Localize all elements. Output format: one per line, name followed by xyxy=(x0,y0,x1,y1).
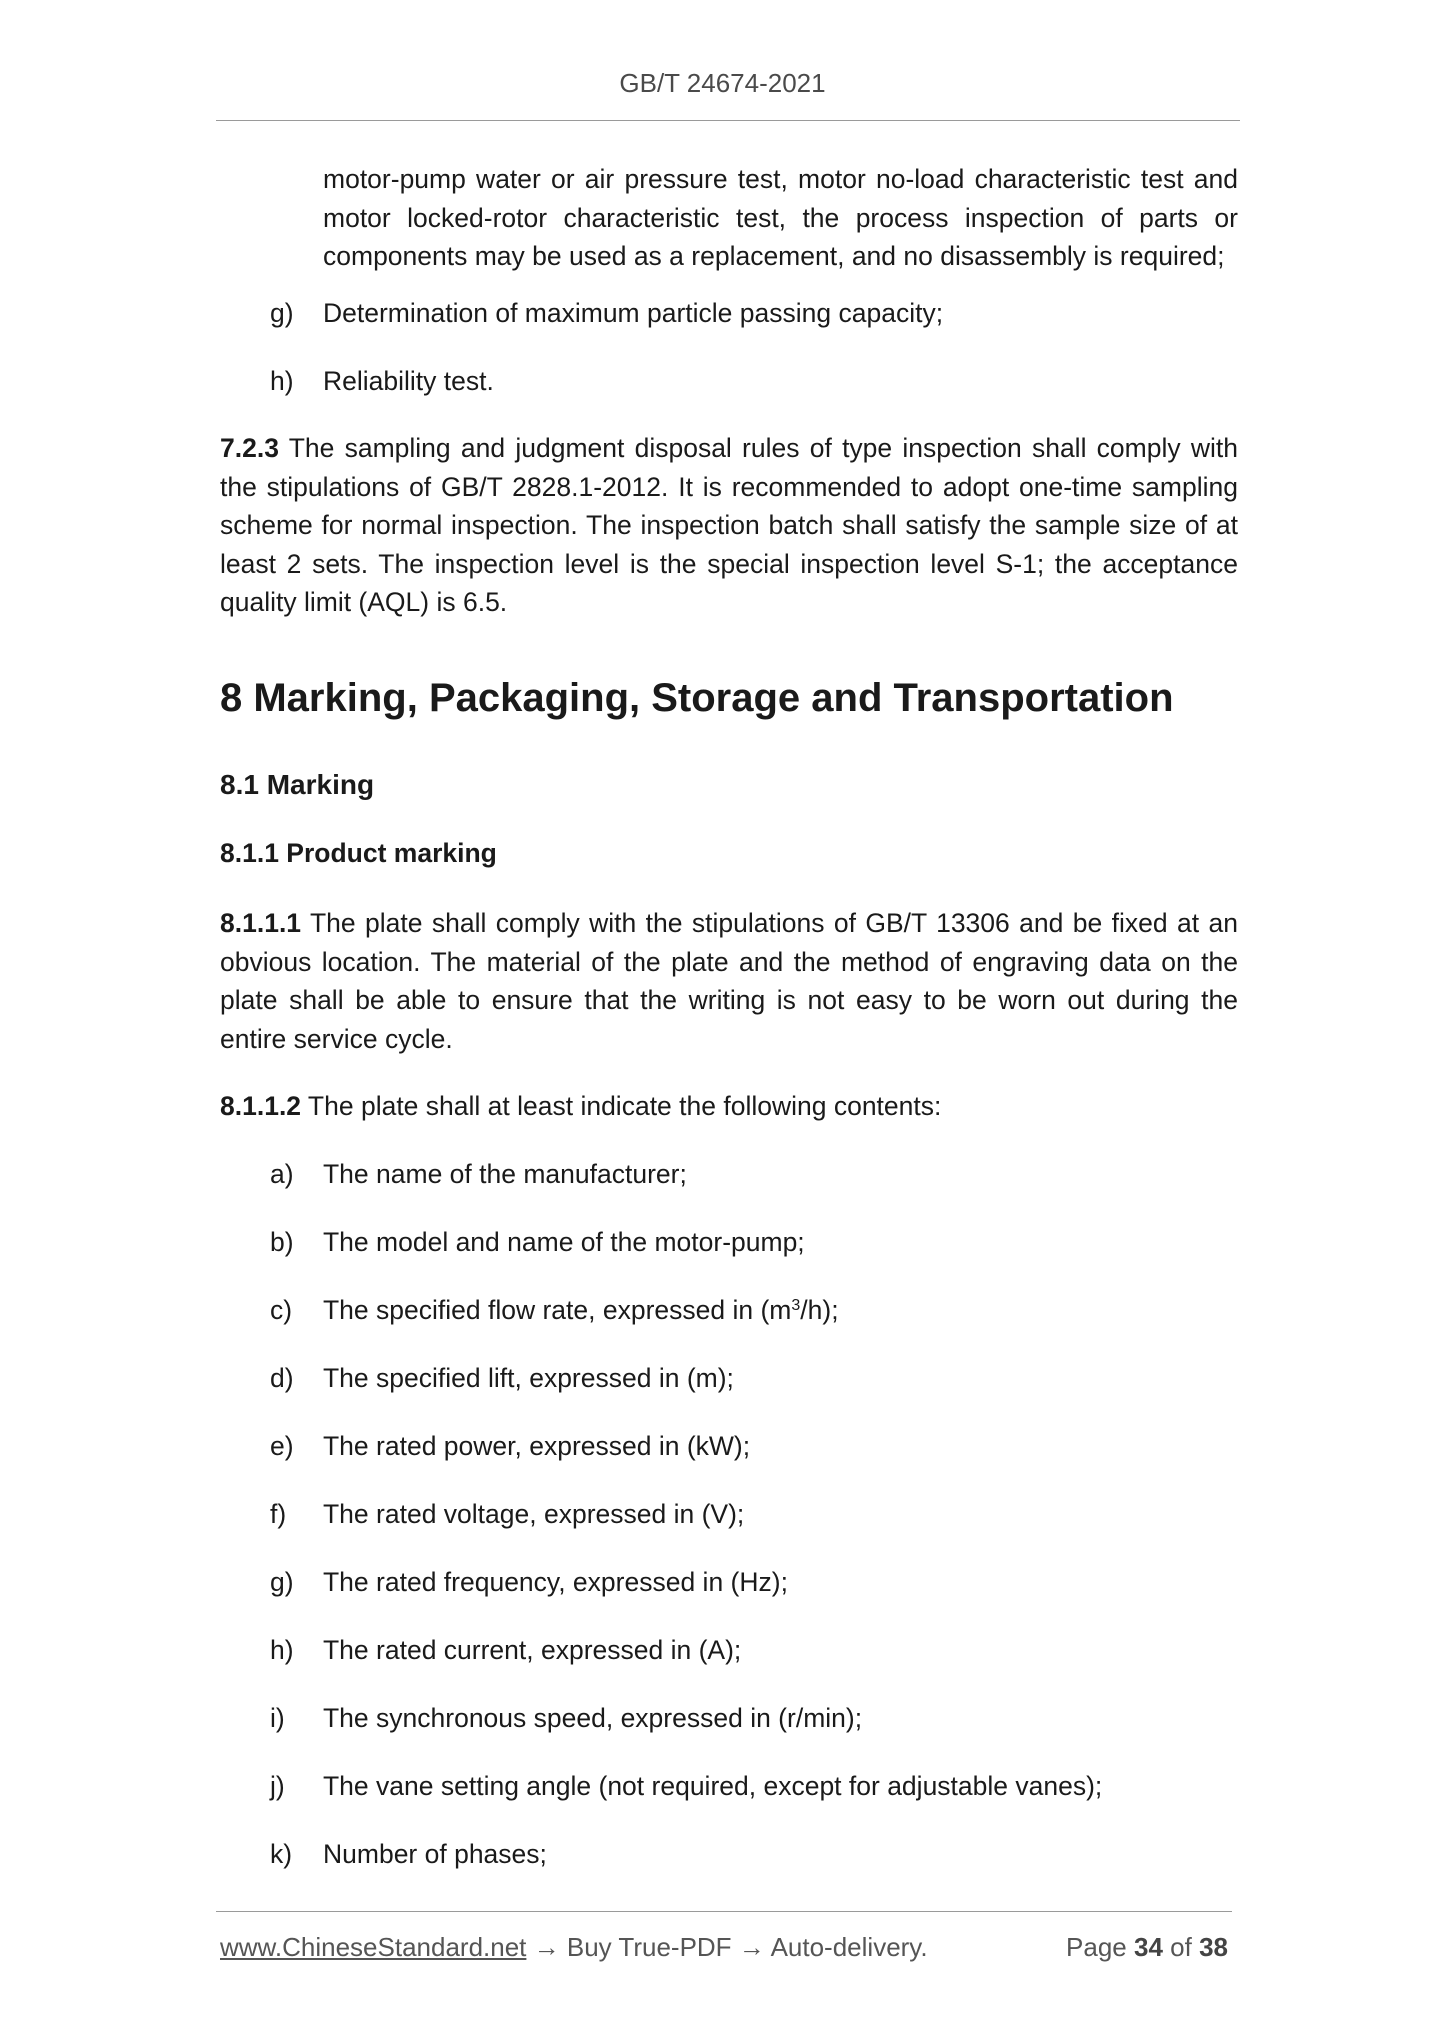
list-item xyxy=(270,1359,1240,1398)
page-total: 38 xyxy=(1199,1932,1228,1962)
list-item-text: The rated current, expressed in (A); xyxy=(323,1635,742,1665)
list-item-text: The specified lift, expressed in (m); xyxy=(323,1363,734,1393)
clause-text: The plate shall comply with the stipulations of GB/T 13306 and be fixed at an obvious location. The material of the plate and the method of engraving data on the plate shall be able to ensure that the writing is not easy to be worn out during the entire service cycle. xyxy=(220,908,1238,1054)
list-item xyxy=(270,1223,1240,1262)
section-8-heading: 8 Marking, Packaging, Storage and Transportation xyxy=(220,676,1174,720)
section-8-1-heading: 8.1 Marking xyxy=(220,769,375,800)
header-title: GB/T 24674-2021 xyxy=(619,68,826,98)
list-item xyxy=(270,1563,1240,1602)
clause-7-2-3 xyxy=(220,429,1238,622)
list-item xyxy=(270,1495,1240,1534)
of-word: of xyxy=(1170,1932,1192,1962)
list-item-label: h) xyxy=(270,1635,294,1665)
list-item-label: c) xyxy=(270,1295,293,1325)
list-item xyxy=(270,1699,1240,1738)
clause-number: 7.2.3 xyxy=(220,433,279,463)
header-divider xyxy=(216,120,1240,121)
list-item-text: The synchronous speed, expressed in (r/min); xyxy=(323,1703,863,1733)
list-item-text: The vane setting angle (not required, except for adjustable vanes); xyxy=(323,1771,1103,1801)
page-number: 34 xyxy=(1134,1932,1163,1962)
list-item-text: Determination of maximum particle passing capacity; xyxy=(323,298,944,328)
list-item xyxy=(270,294,1240,333)
list-item xyxy=(270,1631,1240,1670)
list-item xyxy=(270,362,1240,401)
footer xyxy=(220,1932,1232,1963)
list-item-text: The rated power, expressed in (kW); xyxy=(323,1431,751,1461)
list-item-label: i) xyxy=(270,1703,285,1733)
list-item-label: d) xyxy=(270,1363,294,1393)
list-item-text: The specified flow rate, expressed in (m xyxy=(323,1295,792,1325)
list-item-label: g) xyxy=(270,1567,294,1597)
page-indicator xyxy=(1066,1932,1228,1963)
list-item-label: j) xyxy=(270,1771,285,1801)
clause-number: 8.1.1.1 xyxy=(220,908,302,938)
list-item-text: The model and name of the motor-pump; xyxy=(323,1227,805,1257)
list-item-label: f) xyxy=(270,1499,287,1529)
list-item-text: The rated frequency, expressed in (Hz); xyxy=(323,1567,788,1597)
list-item-text-tail: /h); xyxy=(800,1295,839,1325)
list-item-label: e) xyxy=(270,1431,294,1461)
clause-8-1-1-2 xyxy=(220,1087,1238,1126)
list-item xyxy=(270,1291,1240,1330)
list-item xyxy=(270,1155,1240,1194)
list-item-label: b) xyxy=(270,1227,294,1257)
list-item-label: k) xyxy=(270,1839,293,1869)
section-8-1-1-heading: 8.1.1 Product marking xyxy=(220,838,497,868)
list-item-text: Number of phases; xyxy=(323,1839,547,1869)
list-item xyxy=(270,1767,1240,1806)
footer-tagline: → Buy True-PDF → Auto-delivery. xyxy=(526,1932,928,1962)
page-word: Page xyxy=(1066,1932,1127,1962)
clause-text: The sampling and judgment disposal rules of type inspection shall comply with the stipulations of GB/T 2828.1-2012. It is recommended to adopt one-time sampling scheme for normal inspection. The inspection batch shall satisfy the sample size of at least 2 sets. The inspection level is the special inspection level S-1; the acceptance quality limit (AQL) is 6.5. xyxy=(220,433,1238,617)
list-item-label: a) xyxy=(270,1159,294,1189)
footer-divider xyxy=(216,1911,1232,1912)
list-item-text: Reliability test. xyxy=(323,366,494,396)
clause-number: 8.1.1.2 xyxy=(220,1091,302,1121)
list-item-text: The rated voltage, expressed in (V); xyxy=(323,1499,745,1529)
list-item xyxy=(270,1427,1240,1466)
list-item-text: The name of the manufacturer; xyxy=(323,1159,687,1189)
list-item xyxy=(270,1835,1240,1874)
clause-8-1-1-1 xyxy=(220,904,1238,1058)
clause-text: The plate shall at least indicate the following contents: xyxy=(301,1091,942,1121)
list-item-label: h) xyxy=(270,366,294,396)
superscript: 3 xyxy=(791,1297,801,1314)
continuation-paragraph: motor-pump water or air pressure test, motor no-load characteristic test and motor locked-rotor characteristic test, the process inspection of parts or components may be used as a replacement, and no disassembly is required; xyxy=(323,164,1238,271)
website-link[interactable]: www.ChineseStandard.net xyxy=(220,1932,527,1962)
list-item-label: g) xyxy=(270,298,294,328)
